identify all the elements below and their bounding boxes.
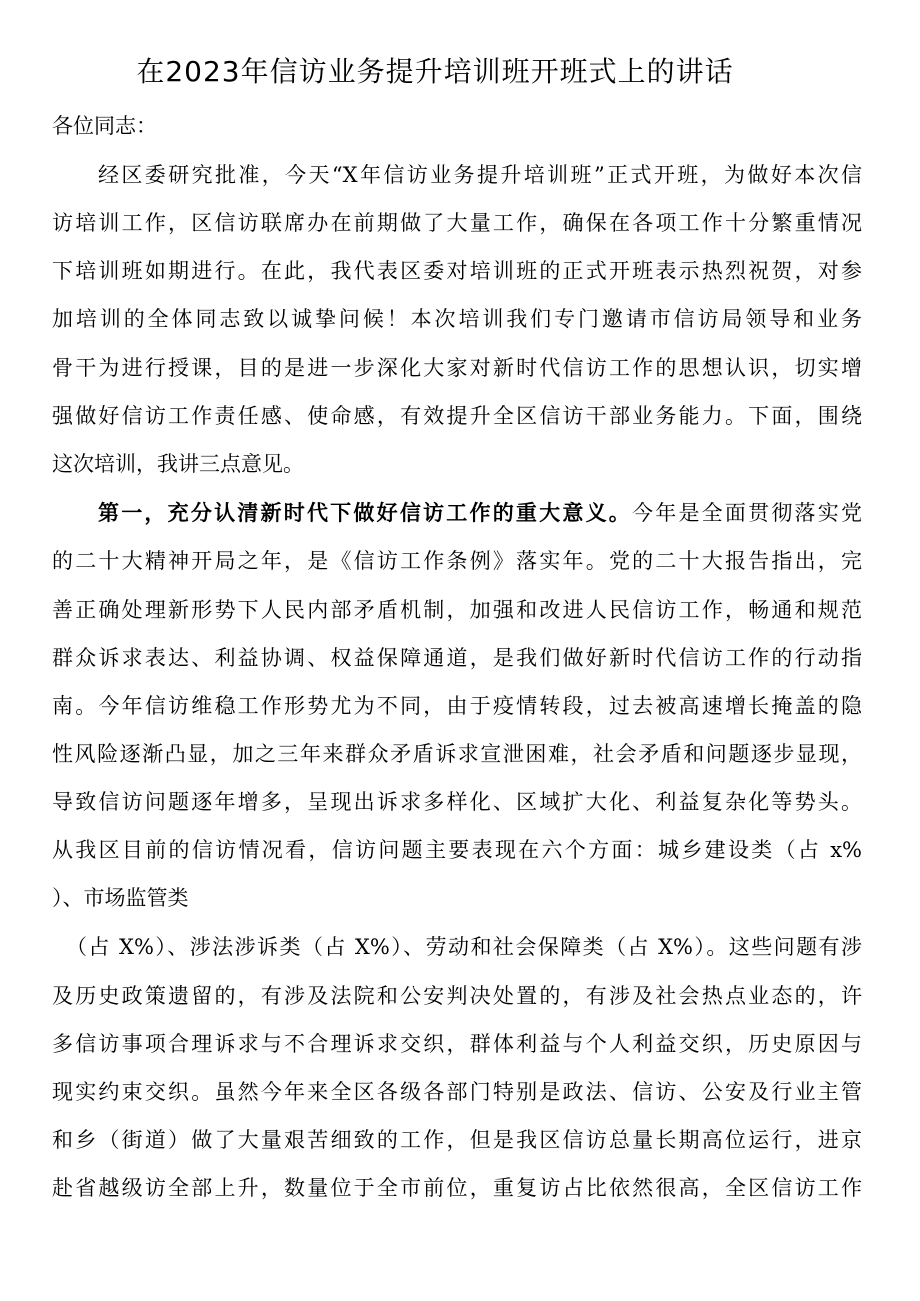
paragraph-line: 群众诉求表达、利益协调、权益保障通道，是我们做好新时代信访工作的行动指 — [52, 646, 862, 670]
paragraph-line: 加培训的全体同志致以诚挚问候！本次培训我们专门邀请市信访局领导和业务 — [52, 307, 862, 331]
paragraph-line: 从我区目前的信访情况看，信访问题主要表现在六个方面：城乡建设类（占 x% — [52, 838, 862, 862]
salutation: 各位同志： — [52, 114, 157, 138]
paragraph-line: 善正确处理新形势下人民内部矛盾机制，加强和改进人民信访工作，畅通和规范 — [52, 598, 862, 622]
paragraph-line: 多信访事项合理诉求与不合理诉求交织，群体利益与个人利益交织，历史原因与 — [52, 1032, 862, 1056]
section-heading: 第一，充分认清新时代下做好信访工作的重大意义。 — [98, 500, 633, 525]
paragraph-line: 这次培训，我讲三点意见。 — [52, 452, 304, 476]
paragraph-line: 骨干为进行授课，目的是进一步深化大家对新时代信访工作的思想认识，切实增 — [52, 356, 862, 380]
paragraph-line: （占 X%）、涉法涉诉类（占 X%）、劳动和社会保障类（占 X%）。这些问题有涉 — [66, 935, 862, 959]
paragraph-line: 下培训班如期进行。在此，我代表区委对培训班的正式开班表示热烈祝贺，对参 — [52, 259, 862, 283]
paragraph-line: 访培训工作，区信访联席办在前期做了大量工作，确保在各项工作十分繁重情况 — [52, 211, 862, 235]
paragraph-line: 南。今年信访维稳工作形势尤为不同，由于疫情转段，过去被高速增长掩盖的隐 — [52, 694, 862, 718]
paragraph-line: 强做好信访工作责任感、使命感，有效提升全区信访干部业务能力。下面，围绕 — [52, 404, 862, 428]
paragraph-line: 导致信访问题逐年增多，呈现出诉求多样化、区域扩大化、利益复杂化等势头。 — [52, 790, 862, 814]
section-text: 今年是全面贯彻落实党 — [632, 501, 862, 525]
paragraph-line: 赴省越级访全部上升，数量位于全市前位，重复访占比依然很高，全区信访工作 — [52, 1176, 862, 1200]
paragraph-line: 现实约束交织。虽然今年来全区各级各部门特别是政法、信访、公安及行业主管 — [52, 1080, 862, 1104]
paragraph-line: 的二十大精神开局之年，是《信访工作条例》落实年。党的二十大报告指出，完 — [52, 549, 862, 573]
section-heading-line — [0, 491, 920, 535]
paragraph-line: 经区委研究批准，今天“X年信访业务提升培训班”正式开班，为做好本次信 — [98, 163, 862, 187]
paragraph-line: ）、市场监管类 — [52, 886, 189, 910]
paragraph-line: 及历史政策遗留的，有涉及法院和公安判决处置的，有涉及社会热点业态的，许 — [52, 984, 862, 1008]
paragraph-line: 性风险逐渐凸显，加之三年来群众矛盾诉求宣泄困难，社会矛盾和问题逐步显现， — [52, 742, 862, 766]
paragraph-line: 和乡（街道）做了大量艰苦细致的工作，但是我区信访总量长期高位运行，进京 — [52, 1128, 862, 1152]
document-title: 在2023年信访业务提升培训班开班式上的讲话 — [136, 55, 734, 88]
